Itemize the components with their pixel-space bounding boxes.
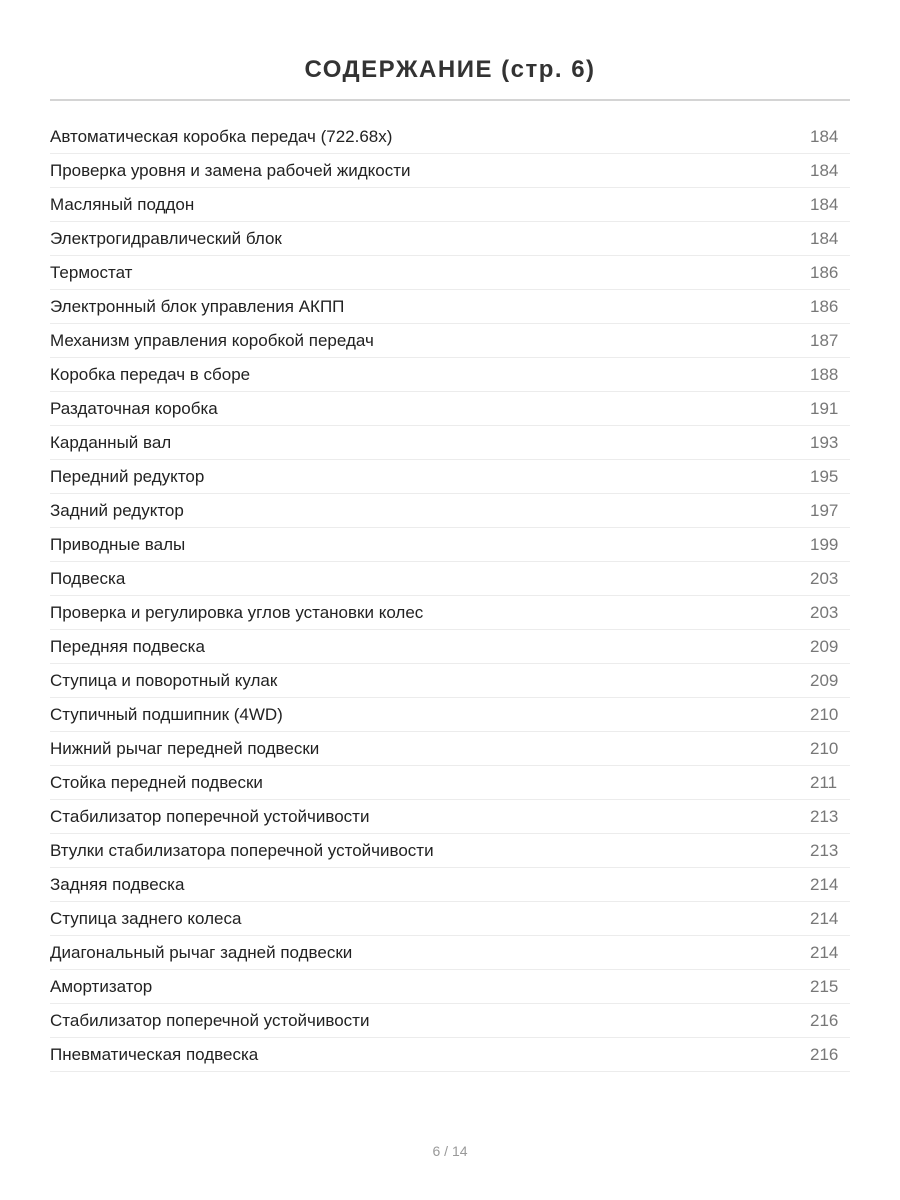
toc-entry[interactable] xyxy=(50,800,850,834)
toc-entry[interactable] xyxy=(50,528,850,562)
toc-entry-title: Стабилизатор поперечной устойчивости xyxy=(50,1010,370,1030)
toc-entry-page: 184 xyxy=(810,126,839,146)
toc-entry[interactable] xyxy=(50,154,850,188)
toc-entry[interactable] xyxy=(50,120,850,154)
toc-entry[interactable] xyxy=(50,494,850,528)
toc-entry-page: 191 xyxy=(810,398,839,418)
toc-entry[interactable] xyxy=(50,324,850,358)
toc-entry-page: 210 xyxy=(810,704,839,724)
toc-entry-title: Нижний рычаг передней подвески xyxy=(50,738,320,758)
toc-entry-page: 214 xyxy=(810,874,839,894)
toc-entry-page: 184 xyxy=(810,160,839,180)
toc-entry[interactable] xyxy=(50,766,850,800)
toc-entry-page: 216 xyxy=(810,1010,839,1030)
toc-entry[interactable] xyxy=(50,1004,850,1038)
toc-entry[interactable] xyxy=(50,596,850,630)
page-title: СОДЕРЖАНИЕ (стр. 6) xyxy=(304,56,596,84)
toc-entry-title: Передний редуктор xyxy=(50,466,205,486)
toc-entry[interactable] xyxy=(50,188,850,222)
toc-entry-page: 195 xyxy=(810,466,839,486)
toc-entry-title: Приводные валы xyxy=(50,534,186,554)
toc-entry-title: Подвеска xyxy=(50,568,126,588)
toc-entry[interactable] xyxy=(50,562,850,596)
toc-entry-page: 187 xyxy=(810,330,839,350)
toc-entry-page: 215 xyxy=(810,976,839,996)
table-of-contents xyxy=(50,120,850,1072)
toc-entry-title: Ступица заднего колеса xyxy=(50,908,242,928)
toc-entry[interactable] xyxy=(50,460,850,494)
toc-entry-page: 209 xyxy=(810,670,839,690)
toc-entry-page: 210 xyxy=(810,738,839,758)
toc-entry-page: 216 xyxy=(810,1044,839,1064)
toc-entry[interactable] xyxy=(50,630,850,664)
toc-entry[interactable] xyxy=(50,256,850,290)
toc-entry-title: Передняя подвеска xyxy=(50,636,205,656)
page-indicator: 6 / 14 xyxy=(432,1143,468,1159)
toc-entry-title: Задняя подвеска xyxy=(50,874,185,894)
toc-entry-page: 214 xyxy=(810,908,839,928)
toc-entry-title: Проверка и регулировка углов установки колес xyxy=(50,602,424,622)
toc-entry-title: Втулки стабилизатора поперечной устойчивости xyxy=(50,840,434,860)
toc-entry[interactable] xyxy=(50,834,850,868)
toc-entry-page: 209 xyxy=(810,636,839,656)
toc-entry[interactable] xyxy=(50,970,850,1004)
toc-entry-title: Масляный поддон xyxy=(50,194,195,214)
toc-entry-page: 197 xyxy=(810,500,839,520)
toc-entry[interactable] xyxy=(50,1038,850,1072)
toc-entry-page: 186 xyxy=(810,296,839,316)
toc-entry-title: Механизм управления коробкой передач xyxy=(50,330,374,350)
toc-entry-title: Проверка уровня и замена рабочей жидкости xyxy=(50,160,411,180)
toc-entry[interactable] xyxy=(50,868,850,902)
toc-entry-title: Задний редуктор xyxy=(50,500,184,520)
toc-entry[interactable] xyxy=(50,936,850,970)
toc-entry[interactable] xyxy=(50,392,850,426)
toc-entry[interactable] xyxy=(50,222,850,256)
toc-entry-page: 193 xyxy=(810,432,839,452)
toc-entry[interactable] xyxy=(50,664,850,698)
toc-entry-title: Амортизатор xyxy=(50,976,153,996)
toc-entry-title: Пневматическая подвеска xyxy=(50,1044,259,1064)
toc-entry-title: Электронный блок управления АКПП xyxy=(50,296,345,316)
toc-entry-page: 203 xyxy=(810,568,839,588)
toc-entry[interactable] xyxy=(50,732,850,766)
toc-entry-title: Диагональный рычаг задней подвески xyxy=(50,942,353,962)
toc-entry-page: 199 xyxy=(810,534,839,554)
toc-entry-title: Ступичный подшипник (4WD) xyxy=(50,704,283,724)
toc-entry[interactable] xyxy=(50,290,850,324)
toc-entry[interactable] xyxy=(50,698,850,732)
toc-entry-page: 188 xyxy=(810,364,839,384)
toc-entry-page: 213 xyxy=(810,806,839,826)
toc-entry[interactable] xyxy=(50,426,850,460)
toc-entry-page: 184 xyxy=(810,228,839,248)
toc-entry-title: Раздаточная коробка xyxy=(50,398,218,418)
toc-entry-page: 186 xyxy=(810,262,839,282)
toc-entry[interactable] xyxy=(50,358,850,392)
toc-entry-title: Коробка передач в сборе xyxy=(50,364,251,384)
toc-entry-page: 214 xyxy=(810,942,839,962)
toc-entry-page: 213 xyxy=(810,840,839,860)
toc-entry-title: Электрогидравлический блок xyxy=(50,228,282,248)
toc-entry-title: Автоматическая коробка передач (722.68x) xyxy=(50,126,393,146)
toc-entry-title: Термостат xyxy=(50,262,133,282)
toc-entry-title: Ступица и поворотный кулак xyxy=(50,670,278,690)
toc-entry-title: Стойка передней подвески xyxy=(50,772,263,792)
toc-entry-page: 211 xyxy=(810,772,838,792)
toc-entry-page: 203 xyxy=(810,602,839,622)
toc-entry-title: Стабилизатор поперечной устойчивости xyxy=(50,806,370,826)
toc-entry[interactable] xyxy=(50,902,850,936)
title-divider xyxy=(50,99,850,101)
toc-entry-page: 184 xyxy=(810,194,839,214)
toc-entry-title: Карданный вал xyxy=(50,432,172,452)
